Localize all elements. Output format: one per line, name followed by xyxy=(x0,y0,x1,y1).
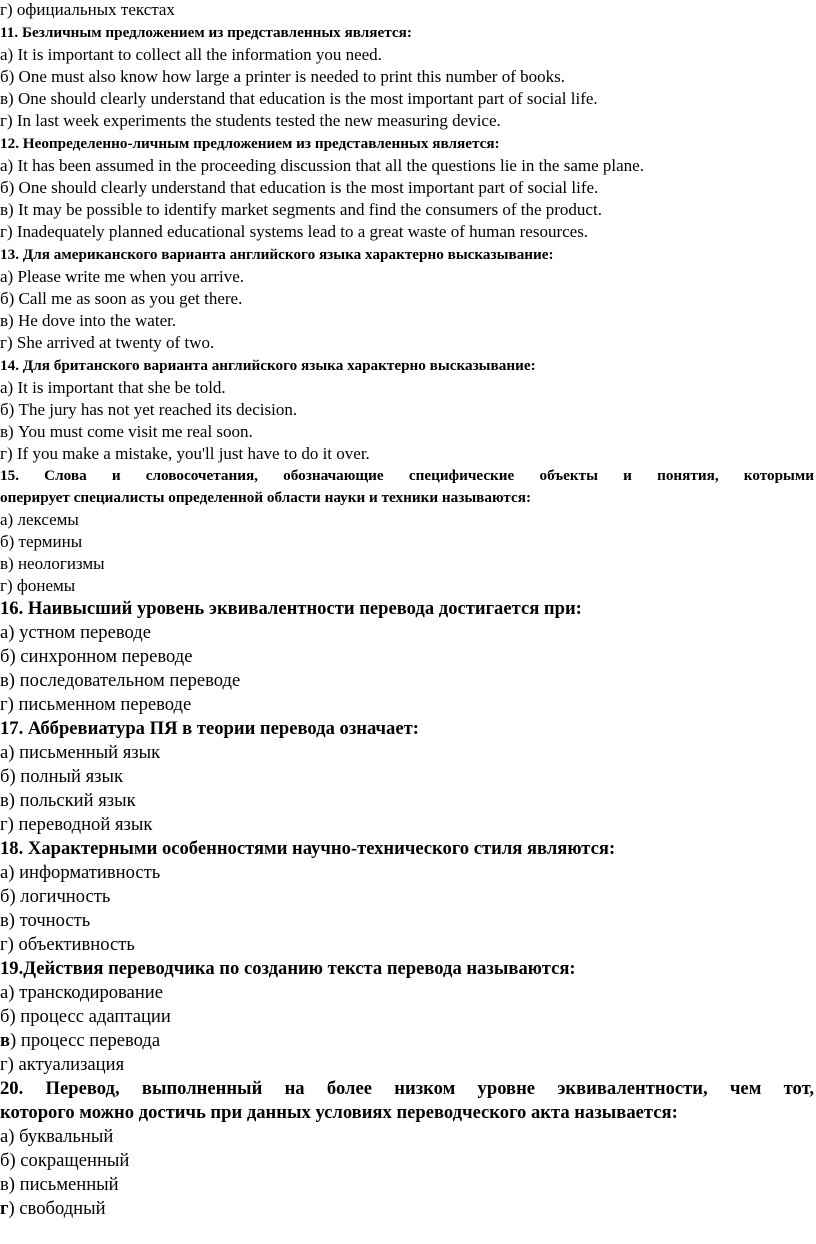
question-11-option-d: г) In last week experiments the students tested the new measuring device. xyxy=(0,111,501,130)
question-18-option-c: в) точность xyxy=(0,910,91,931)
question-13-option-d: г) She arrived at twenty of two. xyxy=(0,333,215,352)
question-19-heading: 19.Действия переводчика по созданию текста перевода называются: xyxy=(0,958,576,979)
question-20-option-d-text: ) свободный xyxy=(8,1198,106,1219)
question-16-option-a: а) устном переводе xyxy=(0,622,151,643)
question-15-heading-line2: оперирует специалисты определенной области науки и техники называются: xyxy=(0,489,532,506)
question-16-option-d: г) письменном переводе xyxy=(0,694,192,715)
question-20-heading-line2: которого можно достичь при данных условиях переводческого акта называется: xyxy=(0,1102,678,1123)
question-11-option-a: а) It is important to collect all the information you need. xyxy=(0,45,382,64)
question-20-heading-line1: 20. Перевод, выполненный на более низком уровне эквивалентности, чем тот, xyxy=(0,1078,814,1099)
question-12-option-c: в) It may be possible to identify market segments and find the consumers of the product. xyxy=(0,200,602,219)
question-18-option-a: а) информативность xyxy=(0,862,161,883)
question-14-option-c: в) You must come visit me real soon. xyxy=(0,422,253,441)
question-13-heading: 13. Для американского варианта английского языка характерно высказывание: xyxy=(0,246,554,263)
question-11-option-b: б) One must also know how large a printer is needed to print this number of books. xyxy=(0,67,565,86)
question-12-option-b: б) One should clearly understand that education is the most important part of social life. xyxy=(0,178,599,197)
question-18-option-d: г) объективность xyxy=(0,934,135,955)
question-11-heading: 11. Безличным предложением из представленных является: xyxy=(0,24,412,41)
question-15-option-b: б) термины xyxy=(0,532,83,551)
question-14-option-b: б) The jury has not yet reached its decision. xyxy=(0,400,298,419)
question-19-option-d: г) актуализация xyxy=(0,1054,125,1075)
question-17-option-a: а) письменный язык xyxy=(0,742,161,763)
question-19-option-c-letter: в xyxy=(0,1030,11,1051)
question-16-option-b: б) синхронном переводе xyxy=(0,646,193,667)
question-18-option-b: б) логичность xyxy=(0,886,111,907)
question-15-option-d: г) фонемы xyxy=(0,576,76,595)
question-13-option-b: б) Call me as soon as you get there. xyxy=(0,289,243,308)
intro-tail: г) официальных текстах xyxy=(0,0,175,19)
question-14-heading: 14. Для британского варианта английского языка характерно высказывание: xyxy=(0,357,536,374)
question-16-option-c: в) последовательном переводе xyxy=(0,670,241,691)
question-14-option-a: а) It is important that she be told. xyxy=(0,378,226,397)
question-18-heading: 18. Характерными особенностями научно-технического стиля являются: xyxy=(0,838,616,859)
question-19-option-c xyxy=(0,1030,160,1052)
question-20-option-c: в) письменный xyxy=(0,1174,119,1195)
question-17-option-c: в) польский язык xyxy=(0,790,136,811)
question-15-option-a: а) лексемы xyxy=(0,510,79,529)
question-12-heading: 12. Неопределенно-личным предложением из представленных является: xyxy=(0,135,500,152)
question-19-option-b: б) процесс адаптации xyxy=(0,1006,171,1027)
question-13-option-a: а) Please write me when you arrive. xyxy=(0,267,245,286)
question-11-option-c: в) One should clearly understand that education is the most important part of social life. xyxy=(0,89,598,108)
question-15-heading-line1: 15. Слова и словосочетания, обозначающие специфические объекты и понятия, которыми xyxy=(0,467,814,484)
question-14-option-d: г) If you make a mistake, you'll just have to do it over. xyxy=(0,444,370,463)
question-20-option-b: б) сокращенный xyxy=(0,1150,130,1171)
question-17-option-b: б) полный язык xyxy=(0,766,124,787)
question-12-option-d: г) Inadequately planned educational systems lead to a great waste of human resources. xyxy=(0,222,589,241)
question-19-option-a: а) транскодирование xyxy=(0,982,163,1003)
question-19-option-c-text: ) процесс перевода xyxy=(10,1030,161,1051)
question-17-heading: 17. Аббревиатура ПЯ в теории перевода означает: xyxy=(0,718,419,739)
question-13-option-c: в) He dove into the water. xyxy=(0,311,177,330)
question-20-option-d-letter: г xyxy=(0,1198,9,1219)
question-20-option-d xyxy=(0,1198,106,1220)
question-12-option-a: а) It has been assumed in the proceeding discussion that all the questions lie in the same plane. xyxy=(0,156,644,175)
question-16-heading: 16. Наивысший уровень эквивалентности перевода достигается при: xyxy=(0,598,582,619)
question-15-option-c: в) неологизмы xyxy=(0,554,105,573)
question-20-option-a: а) буквальный xyxy=(0,1126,114,1147)
question-17-option-d: г) переводной язык xyxy=(0,814,153,835)
